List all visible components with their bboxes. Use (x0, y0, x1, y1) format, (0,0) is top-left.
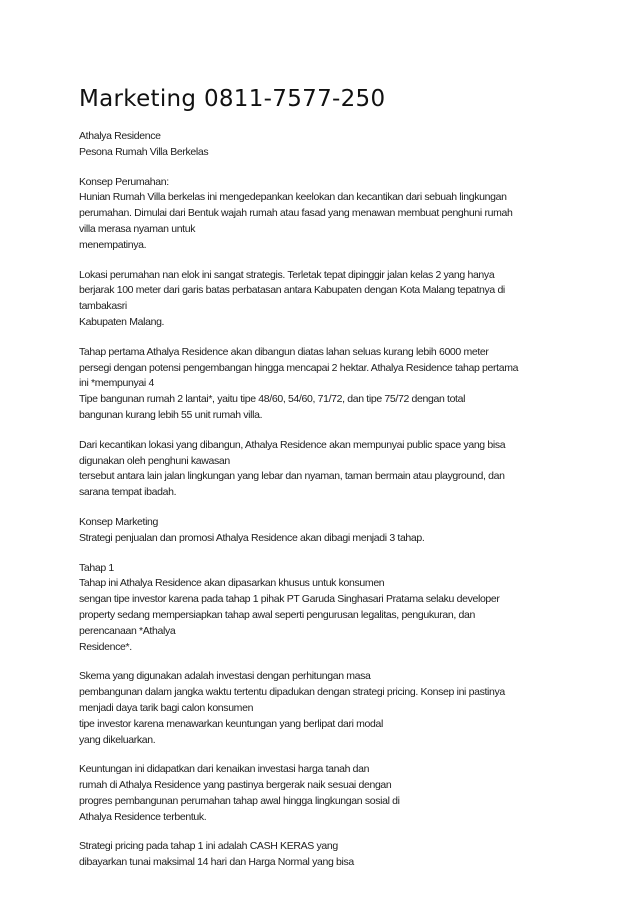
paragraph (79, 175, 579, 254)
text-line: Tahap pertama Athalya Residence akan dibangun diatas lahan seluas kurang lebih 6000 meter (79, 345, 489, 358)
text-line: property sedang mempersiapkan tahap awal seperti pengurusan legalitas, pengukuran, dan (79, 608, 476, 621)
text-line: Keuntungan ini didapatkan dari kenaikan investasi harga tanah dan (79, 763, 370, 776)
text-line: bangunan kurang lebih 55 unit rumah villa. (79, 408, 263, 421)
document-body (79, 129, 579, 871)
text-line: menempatinya. (79, 238, 147, 251)
text-line: yang dikeluarkan. (79, 733, 156, 746)
paragraph (79, 669, 579, 748)
paragraph (79, 129, 579, 161)
text-line: Skema yang digunakan adalah investasi dengan perhitungan masa (79, 670, 371, 683)
text-line: Kabupaten Malang. (79, 315, 165, 328)
text-line: sengan tipe investor karena pada tahap 1 pihak PT Garuda Singhasari Pratama selaku developer (79, 593, 500, 606)
paragraph (79, 561, 579, 656)
paragraph (79, 762, 579, 825)
text-line: Pesona Rumah Villa Berkelas (79, 145, 209, 158)
text-line: Residence*. (79, 640, 132, 653)
text-line: progres pembangunan perumahan tahap awal hingga lingkungan sosial di (79, 794, 400, 807)
text-line: Dari kecantikan lokasi yang dibangun, Athalya Residence akan mempunyai public space yang bisa (79, 438, 506, 451)
text-line: tambakasri (79, 300, 127, 313)
text-line: Tahap 1 (79, 561, 114, 574)
text-line: menjadi daya tarik bagi calon konsumen (79, 701, 254, 714)
text-line: rumah di Athalya Residence yang pastinya bergerak naik sesuai dengan (79, 779, 392, 792)
text-line: Tahap ini Athalya Residence akan dipasarkan khusus untuk konsumen (79, 577, 385, 590)
paragraph (79, 515, 579, 547)
text-line: Konsep Perumahan: (79, 175, 169, 188)
text-line: Konsep Marketing (79, 515, 159, 528)
paragraph (79, 345, 579, 424)
text-line: Hunian Rumah Villa berkelas ini mengedepankan keelokan dan kecantikan dari sebuah lingkungan (79, 191, 507, 204)
text-line: ini *mempunyai 4 (79, 377, 154, 390)
text-line: pembangunan dalam jangka waktu tertentu dipadukan dengan strategi pricing. Konsep ini pastinya (79, 686, 505, 699)
text-line: sarana tempat ibadah. (79, 486, 177, 499)
paragraph (79, 438, 579, 501)
text-line: Athalya Residence (79, 130, 161, 142)
paragraph (79, 268, 579, 331)
text-line: villa merasa nyaman untuk (79, 222, 196, 235)
text-line: berjarak 100 meter dari garis batas perbatasan antara Kabupaten dengan Kota Malang tepatnya di (79, 284, 505, 297)
document-page (79, 84, 579, 885)
document-title: Marketing 0811-7577-250 (79, 86, 386, 112)
text-line: Lokasi perumahan nan elok ini sangat strategis. Terletak tepat dipinggir jalan kelas 2 yang hanya (79, 268, 495, 281)
text-line: perumahan. Dimulai dari Bentuk wajah rumah atau fasad yang menawan membuat penghuni rumah (79, 207, 513, 220)
text-line: tipe investor karena menawarkan keuntungan yang berlipat dari modal (79, 717, 383, 730)
text-line: perencanaan *Athalya (79, 624, 176, 637)
text-line: persegi dengan potensi pengembangan hingga mencapai 2 hektar. Athalya Residence tahap pertama (79, 361, 519, 374)
text-line: dibayarkan tunai maksimal 14 hari dan Harga Normal yang bisa (79, 856, 354, 869)
text-line: Tipe bangunan rumah 2 lantai*, yaitu tipe 48/60, 54/60, 71/72, dan tipe 75/72 dengan total (79, 393, 466, 406)
text-line: Strategi penjualan dan promosi Athalya Residence akan dibagi menjadi 3 tahap. (79, 531, 425, 544)
text-line: digunakan oleh penghuni kawasan (79, 454, 230, 467)
text-line: Athalya Residence terbentuk. (79, 810, 207, 823)
text-line: tersebut antara lain jalan lingkungan yang lebar dan nyaman, taman bermain atau playground, dan (79, 470, 505, 483)
text-line: Strategi pricing pada tahap 1 ini adalah CASH KERAS yang (79, 840, 338, 853)
paragraph (79, 839, 579, 871)
